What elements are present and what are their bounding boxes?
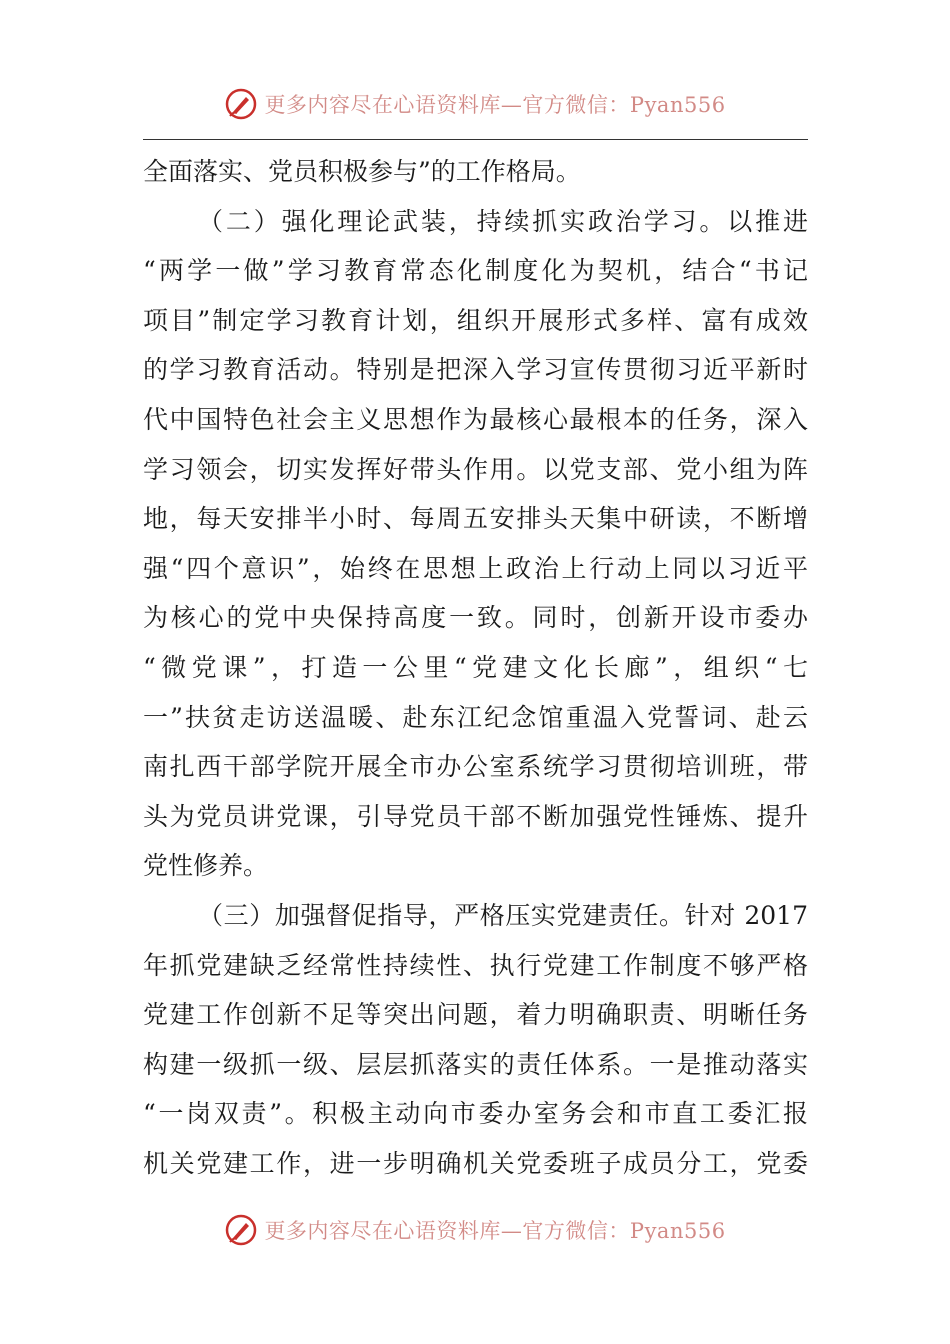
text-line: 党建工作创新不足等突出问题，着力明确职责、明晰任务	[143, 1000, 808, 1030]
section-heading-line: （二）强化理论武装，持续抓实政治学习。以推进	[198, 206, 808, 236]
text-line: 强“四个意识”，始终在思想上政治上行动上同以习近平	[143, 553, 808, 583]
pen-logo-icon	[224, 1213, 258, 1247]
text-line: 一”扶贫走访送温暖、赴东江纪念馆重温入党誓词、赴云	[143, 702, 808, 732]
text-line: 学习领会，切实发挥好带头作用。以党支部、党小组为阵	[143, 454, 808, 484]
text-line: 南扎西干部学院开展全市办公室系统学习贯彻培训班，带	[143, 752, 808, 782]
text-line: 年抓党建缺乏经常性持续性、执行党建工作制度不够严格	[143, 950, 808, 980]
text-line: 的学习教育活动。特别是把深入学习宣传贯彻习近平新时	[143, 355, 808, 385]
text-line: 代中国特色社会主义思想作为最核心最根本的任务，深入	[143, 404, 808, 434]
text-line: 为核心的党中央保持高度一致。同时，创新开设市委办	[143, 603, 808, 633]
text-line: 机关党建工作，进一步明确机关党委班子成员分工，党委	[143, 1148, 808, 1178]
text-line: 全面落实、党员积极参与”的工作格局。	[143, 157, 581, 186]
text-line: 党性修养。	[143, 851, 269, 881]
page-footer	[0, 1200, 950, 1260]
pen-logo-icon	[224, 87, 258, 121]
text-line: 头为党员讲党课，引导党员干部不断加强党性锤炼、提升	[143, 801, 808, 831]
document-body	[143, 147, 808, 1188]
page-header	[0, 74, 950, 134]
watermark-text: 更多内容尽在心语资料库—官方微信：Pyan556	[264, 1219, 726, 1243]
text-line: “一岗双责”。积极主动向市委办室务会和市直工委汇报	[143, 1099, 808, 1129]
text-line: 地，每天安排半小时、每周五安排头天集中研读，不断增	[143, 504, 808, 534]
text-line: “两学一做”学习教育常态化制度化为契机，结合“书记	[143, 256, 808, 286]
text-line: “微党课”，打造一公里“党建文化长廊”，组织“七	[143, 652, 808, 682]
section-heading-line: （三）加强督促指导，严格压实党建责任。针对 2017	[198, 900, 808, 930]
footer-watermark	[224, 1213, 725, 1247]
header-watermark	[224, 87, 725, 121]
text-line: 构建一级抓一级、层层抓落实的责任体系。一是推动落实	[143, 1049, 808, 1079]
watermark-text: 更多内容尽在心语资料库—官方微信：Pyan556	[264, 93, 726, 117]
text-line: 项目”制定学习教育计划，组织开展形式多样、富有成效	[143, 305, 808, 335]
header-divider	[143, 139, 808, 140]
